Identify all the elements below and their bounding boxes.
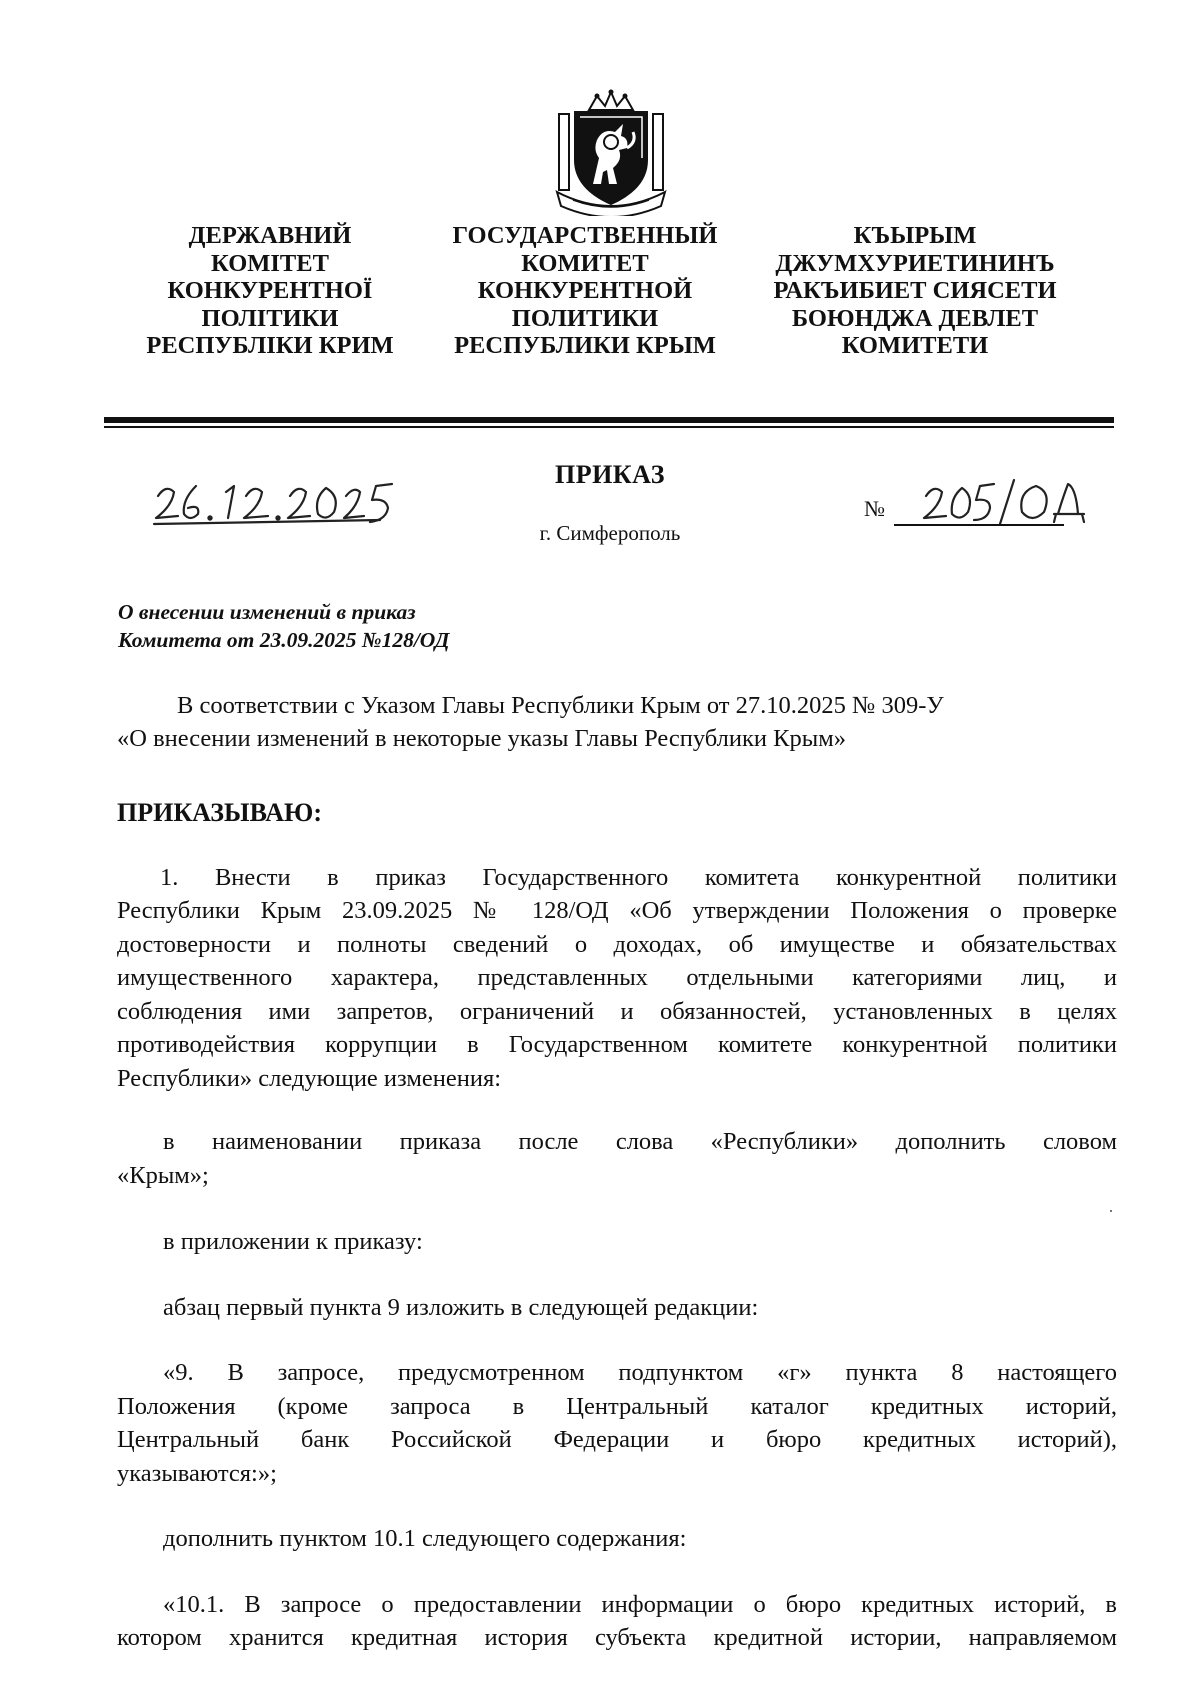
order-number-label: № bbox=[864, 496, 885, 521]
body-line: Республики» следующие изменения: bbox=[117, 1065, 502, 1092]
header-russian-line: КОНКУРЕНТНОЙ bbox=[477, 277, 693, 304]
header-russian-line: ГОСУДАРСТВЕННЫЙ bbox=[452, 222, 718, 249]
coat-of-arms-emblem bbox=[553, 88, 669, 216]
body-line: Центральный банк Российской Федерации и бюро кредитных историй), bbox=[117, 1426, 1117, 1453]
body-line: абзац первый пункта 9 изложить в следующей редакции: bbox=[163, 1294, 759, 1321]
body-line: «10.1. В запросе о предоставлении информации о бюро кредитных историй, в bbox=[163, 1591, 1117, 1618]
preamble-line: В соответствии с Указом Главы Республики Крым от 27.10.2025 № 309-У bbox=[177, 692, 944, 719]
header-ukrainian-line: ДЕРЖАВНИЙ bbox=[188, 222, 352, 249]
header-crimean-tatar-line: КОМИТЕТИ bbox=[841, 332, 989, 359]
body-line: дополнить пунктом 10.1 следующего содержания: bbox=[163, 1525, 687, 1552]
subject-line: Комитета от 23.09.2025 №128/ОД bbox=[118, 628, 450, 652]
orders-heading: ПРИКАЗЫВАЮ: bbox=[117, 798, 322, 827]
body-line: котором хранится кредитная история субъекта кредитной истории, направляемом bbox=[117, 1624, 1117, 1651]
header-crimean-tatar-line: БОЮНДЖА ДЕВЛЕТ bbox=[791, 304, 1039, 332]
order-number-underline bbox=[894, 524, 1064, 526]
header-ukrainian-line: КОМІТЕТ bbox=[211, 249, 329, 277]
handwritten-date bbox=[150, 478, 400, 528]
order-subject bbox=[118, 598, 449, 654]
body-line: 1. Внести в приказ Государственного комитета конкурентной политики bbox=[160, 864, 1117, 891]
body-line: достоверности и полноты сведений о доходах, об имуществе и обязательствах bbox=[117, 931, 1117, 958]
header-ukrainian-line: РЕСПУБЛІКИ КРИМ bbox=[146, 332, 394, 359]
header-ukrainian-line: КОНКУРЕНТНОЇ bbox=[167, 277, 373, 304]
scan-speck bbox=[1110, 1210, 1112, 1212]
header-crimean-tatar-name bbox=[750, 222, 1080, 360]
header-crimean-tatar-line: РАКЪИБИЕТ СИЯСЕТИ bbox=[773, 277, 1057, 304]
order-city: г. Симферополь bbox=[539, 521, 681, 545]
header-russian-line: КОМИТЕТ bbox=[521, 249, 649, 277]
order-title: ПРИКАЗ bbox=[554, 460, 666, 489]
header-divider-thin bbox=[104, 426, 1114, 428]
body-line: Республики Крым 23.09.2025 № 128/ОД «Об утверждении Положения о проверке bbox=[117, 897, 1117, 924]
body-line: имущественного характера, представленных отдельными категориями лиц, и bbox=[117, 964, 1117, 991]
header-crimean-tatar-line: ДЖУМХУРИЕТИНИНЪ bbox=[775, 249, 1055, 277]
subject-line: О внесении изменений в приказ bbox=[118, 600, 416, 624]
header-russian-name bbox=[440, 222, 730, 360]
body-line: в приложении к приказу: bbox=[163, 1228, 423, 1255]
body-line: указываются:»; bbox=[117, 1460, 277, 1487]
preamble-line: «О внесении изменений в некоторые указы Главы Республики Крым» bbox=[117, 725, 846, 752]
header-russian-line: ПОЛИТИКИ bbox=[511, 304, 659, 332]
header-ukrainian-name bbox=[120, 222, 420, 360]
handwritten-order-number bbox=[890, 474, 1090, 530]
body-line: соблюдения ими запретов, ограничений и обязанностей, установленных в целях bbox=[117, 998, 1117, 1025]
header-divider-thick bbox=[104, 417, 1114, 423]
body-line: «Крым»; bbox=[117, 1162, 209, 1189]
body-line: «9. В запросе, предусмотренном подпунктом «г» пункта 8 настоящего bbox=[163, 1359, 1117, 1386]
body-line: Положения (кроме запроса в Центральный каталог кредитных историй, bbox=[117, 1393, 1117, 1420]
header-russian-line: РЕСПУБЛИКИ КРЫМ bbox=[454, 332, 716, 359]
body-line: противодействия коррупции в Государственном комитете конкурентной политики bbox=[117, 1031, 1117, 1058]
header-crimean-tatar-line: КЪЫРЫМ bbox=[853, 222, 977, 249]
body-line: в наименовании приказа после слова «Республики» дополнить словом bbox=[163, 1128, 1117, 1155]
header-ukrainian-line: ПОЛІТИКИ bbox=[201, 304, 339, 332]
